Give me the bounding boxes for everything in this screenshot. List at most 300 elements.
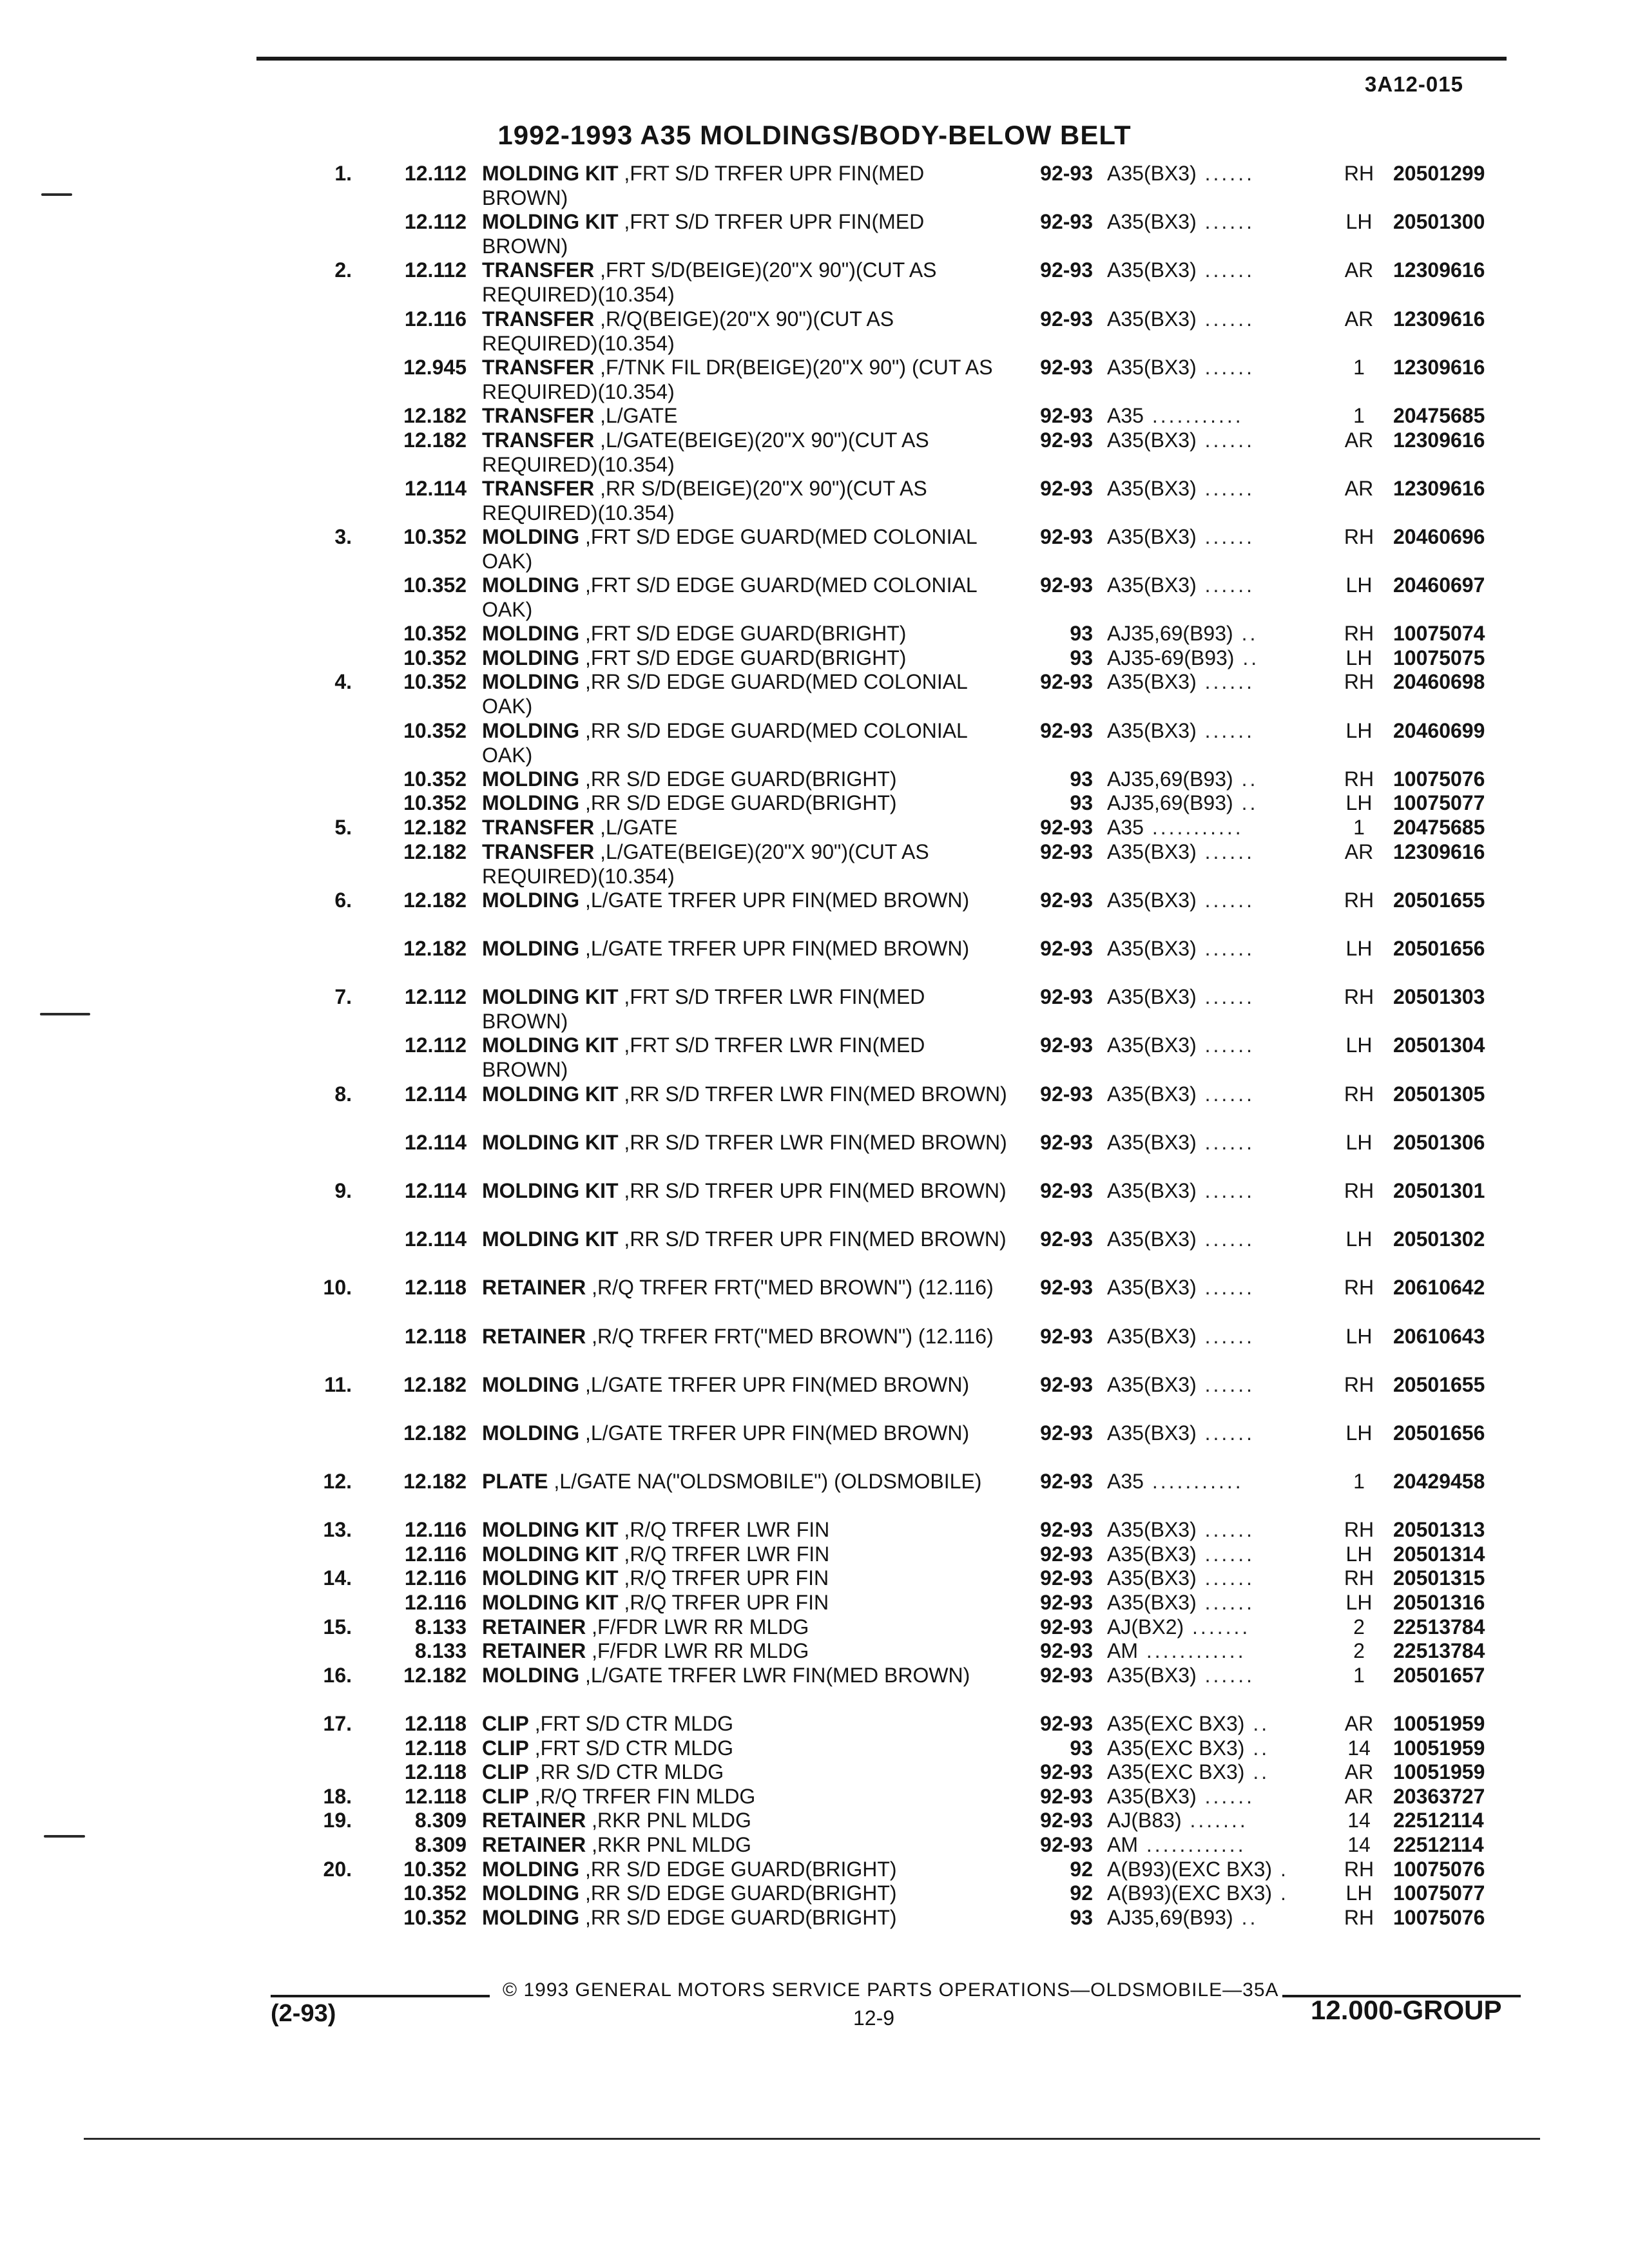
reference-number: 10.352 — [403, 1881, 467, 1905]
model-years: 92-93 — [1040, 1760, 1093, 1784]
leader-dots: ...... — [1196, 888, 1255, 912]
part-number: 12309616 — [1393, 428, 1485, 452]
table-row — [0, 1178, 1629, 1227]
leader-dots: ...... — [1196, 1033, 1255, 1057]
table-row — [0, 476, 1629, 524]
part-number: 20501303 — [1393, 985, 1485, 1009]
part-description — [482, 1082, 1010, 1106]
margin-mark — [44, 1835, 85, 1838]
part-detail: ,RR S/D EDGE GUARD(BRIGHT) — [584, 1905, 897, 1929]
part-description — [482, 1784, 1010, 1809]
part-number: 12309616 — [1393, 840, 1485, 863]
model-years: 92-93 — [1040, 258, 1093, 282]
part-description — [482, 1566, 1010, 1590]
quantity: RH — [1344, 1178, 1374, 1202]
table-row — [0, 428, 1629, 476]
part-number: 20501300 — [1393, 210, 1485, 234]
item-number: 20. — [323, 1857, 352, 1881]
part-description — [482, 524, 1010, 573]
part-description — [482, 791, 1010, 815]
table-row — [0, 669, 1629, 718]
part-number: 20501316 — [1393, 1591, 1485, 1615]
table-row — [0, 791, 1629, 815]
part-description — [482, 669, 1010, 718]
part-name: MOLDING KIT — [482, 1542, 619, 1566]
part-description — [482, 1663, 1010, 1687]
part-name: MOLDING — [482, 1905, 580, 1929]
part-name: MOLDING — [482, 1663, 580, 1687]
model-code — [1107, 307, 1365, 331]
quantity: RH — [1344, 1857, 1374, 1881]
quantity: 1 — [1353, 355, 1365, 379]
leader-dots: . — [1272, 1857, 1289, 1881]
model-code — [1107, 888, 1365, 912]
quantity: AR — [1344, 476, 1374, 500]
reference-number: 12.114 — [404, 1178, 467, 1202]
quantity: LH — [1345, 1130, 1373, 1154]
part-detail: ,R/Q TRFER FIN MLDG — [534, 1784, 756, 1808]
leader-dots: ...... — [1196, 1130, 1255, 1154]
leader-dots: ...... — [1196, 162, 1255, 185]
model-code-text: A35(BX3) — [1107, 476, 1197, 500]
model-years: 92-93 — [1040, 1639, 1093, 1663]
part-detail: ,F/TNK FIL DR(BEIGE)(20"X 90") (CUT AS REQUIRED)(10.354) — [482, 355, 993, 403]
reference-number: 10.352 — [403, 1857, 467, 1881]
model-code-text: A35(EXC BX3) — [1107, 1712, 1245, 1735]
leader-dots: ...... — [1196, 524, 1255, 548]
part-description — [482, 1130, 1010, 1155]
reference-number: 12.118 — [404, 1712, 467, 1735]
leader-dots: . — [1272, 1881, 1289, 1905]
model-code-text: A35(BX3) — [1107, 1542, 1197, 1566]
quantity: RH — [1344, 162, 1374, 185]
quantity: 1 — [1353, 816, 1365, 840]
model-code — [1107, 718, 1365, 743]
model-years: 93 — [1070, 791, 1093, 815]
part-detail: ,RR S/D TRFER UPR FIN(MED BROWN) — [624, 1227, 1007, 1251]
item-number: 14. — [323, 1566, 352, 1590]
item-number: 16. — [323, 1663, 352, 1687]
part-description — [482, 1590, 1010, 1615]
model-code-text: AJ35,69(B93) — [1107, 1905, 1233, 1929]
model-years: 93 — [1070, 1736, 1093, 1760]
table-row — [0, 209, 1629, 258]
quantity: 2 — [1353, 1615, 1365, 1639]
quantity: LH — [1345, 1591, 1373, 1615]
reference-number: 10.352 — [403, 718, 467, 742]
model-years: 93 — [1070, 1905, 1093, 1929]
part-name: MOLDING KIT — [482, 1178, 619, 1202]
part-number: 10075075 — [1393, 646, 1485, 669]
quantity: LH — [1345, 791, 1373, 815]
quantity: RH — [1344, 670, 1374, 694]
model-years: 93 — [1070, 646, 1093, 669]
part-detail: ,R/Q TRFER FRT("MED BROWN") (12.116) — [592, 1324, 994, 1348]
quantity: LH — [1345, 1227, 1373, 1251]
reference-number: 8.309 — [414, 1832, 467, 1856]
part-number: 22513784 — [1393, 1639, 1485, 1663]
reference-number: 8.133 — [414, 1639, 467, 1663]
model-code — [1107, 1178, 1365, 1203]
model-code-text: A35(BX3) — [1107, 258, 1197, 282]
item-number: 13. — [323, 1518, 352, 1542]
table-row — [0, 1082, 1629, 1130]
model-code-text: A35(BX3) — [1107, 985, 1197, 1009]
part-detail: ,FRT S/D EDGE GUARD(MED COLONIAL OAK) — [482, 573, 977, 622]
reference-number: 12.114 — [404, 1227, 467, 1251]
item-number: 1. — [334, 162, 352, 185]
top-rule — [256, 57, 1507, 61]
part-number: 20501301 — [1393, 1178, 1485, 1202]
part-detail: ,FRT S/D TRFER UPR FIN(MED BROWN) — [482, 162, 925, 209]
model-code — [1107, 573, 1365, 597]
reference-number: 12.118 — [404, 1760, 467, 1784]
model-years: 92-93 — [1040, 1615, 1093, 1639]
table-row — [0, 1421, 1629, 1469]
model-code — [1107, 791, 1365, 815]
part-detail: ,FRT S/D EDGE GUARD(BRIGHT) — [584, 622, 907, 646]
quantity: 1 — [1353, 403, 1365, 427]
leader-dots: ...... — [1196, 1178, 1255, 1202]
part-number: 10075076 — [1393, 1857, 1485, 1881]
quantity: LH — [1345, 937, 1373, 960]
reference-number: 12.112 — [404, 162, 467, 185]
table-row — [0, 1517, 1629, 1542]
model-code-text: A35(BX3) — [1107, 1663, 1197, 1687]
part-number: 20610642 — [1393, 1276, 1485, 1300]
part-detail: ,R/Q TRFER UPR FIN — [624, 1591, 829, 1615]
part-number: 12309616 — [1393, 476, 1485, 500]
reference-number: 12.112 — [404, 210, 467, 234]
model-code-text: A35(BX3) — [1107, 1227, 1197, 1251]
part-description — [482, 936, 1010, 961]
model-code — [1107, 1857, 1365, 1881]
part-description — [482, 1275, 1010, 1300]
part-number: 20501302 — [1393, 1227, 1485, 1251]
part-name: PLATE — [482, 1470, 548, 1494]
part-detail: ,RKR PNL MLDG — [592, 1832, 751, 1856]
part-description — [482, 840, 1010, 889]
part-description — [482, 1227, 1010, 1251]
model-code-text: AJ(B83) — [1107, 1809, 1182, 1832]
model-years: 92-93 — [1040, 1324, 1093, 1348]
table-row — [0, 1227, 1629, 1275]
part-description — [482, 1905, 1010, 1930]
reference-number: 10.352 — [403, 791, 467, 815]
table-row — [0, 403, 1629, 428]
quantity: RH — [1344, 1082, 1374, 1106]
part-number: 20501306 — [1393, 1130, 1485, 1154]
part-number: 10075077 — [1393, 1881, 1485, 1905]
reference-number: 10.352 — [403, 646, 467, 669]
part-description — [482, 767, 1010, 791]
footer-rule-left — [271, 1995, 490, 1997]
model-code — [1107, 1033, 1365, 1057]
quantity: LH — [1345, 718, 1373, 742]
part-description — [482, 1736, 1010, 1760]
model-years: 92-93 — [1040, 1712, 1093, 1735]
reference-number: 12.945 — [403, 355, 467, 379]
part-name: CLIP — [482, 1712, 529, 1735]
leader-dots: .. — [1244, 1736, 1270, 1760]
quantity: RH — [1344, 622, 1374, 646]
quantity: 14 — [1347, 1809, 1371, 1832]
model-years: 92-93 — [1040, 1663, 1093, 1687]
model-code-text: A35(BX3) — [1107, 1421, 1197, 1445]
model-code — [1107, 258, 1365, 282]
part-number: 20501313 — [1393, 1518, 1485, 1542]
model-years: 92-93 — [1040, 1130, 1093, 1154]
part-name: CLIP — [482, 1736, 529, 1760]
leader-dots: ...... — [1196, 937, 1255, 960]
leader-dots: ...... — [1196, 258, 1255, 282]
part-description — [482, 1760, 1010, 1784]
item-number: 11. — [324, 1372, 352, 1396]
part-description — [482, 1857, 1010, 1881]
part-detail: ,L/GATE(BEIGE)(20"X 90")(CUT AS REQUIRED)(10.354) — [482, 840, 929, 888]
leader-dots: ............ — [1138, 1832, 1246, 1856]
quantity: LH — [1345, 573, 1373, 597]
table-row — [0, 161, 1629, 209]
part-detail: ,RR S/D EDGE GUARD(BRIGHT) — [584, 1881, 897, 1905]
quantity: AR — [1344, 428, 1374, 452]
table-row — [0, 1542, 1629, 1566]
model-code-text: A35(BX3) — [1107, 1178, 1197, 1202]
quantity: RH — [1344, 1518, 1374, 1542]
quantity: LH — [1345, 210, 1373, 234]
part-description — [482, 307, 1010, 356]
reference-number: 12.112 — [404, 1033, 467, 1057]
part-name: MOLDING — [482, 1421, 580, 1445]
part-name: MOLDING KIT — [482, 1130, 619, 1154]
part-detail: ,FRT S/D CTR MLDG — [534, 1736, 733, 1760]
part-detail: ,FRT S/D TRFER UPR FIN(MED BROWN) — [482, 210, 925, 258]
item-number: 7. — [334, 985, 352, 1009]
part-name: MOLDING KIT — [482, 210, 619, 234]
model-years: 92-93 — [1040, 1227, 1093, 1251]
part-description — [482, 1178, 1010, 1203]
part-number: 10075077 — [1393, 791, 1485, 815]
part-description — [482, 1033, 1010, 1082]
table-row — [0, 1784, 1629, 1809]
part-name: MOLDING KIT — [482, 1033, 619, 1057]
part-detail: ,FRT S/D EDGE GUARD(MED COLONIAL OAK) — [482, 524, 977, 573]
table-row — [0, 1275, 1629, 1323]
part-description — [482, 621, 1010, 646]
model-code-text: AJ(BX2) — [1107, 1615, 1184, 1639]
reference-number: 12.182 — [403, 1372, 467, 1396]
table-row — [0, 1469, 1629, 1517]
model-code — [1107, 1566, 1365, 1590]
part-number: 20460696 — [1393, 524, 1485, 548]
quantity: AR — [1344, 840, 1374, 863]
model-code-text: A35(BX3) — [1107, 1566, 1197, 1590]
quantity: RH — [1344, 888, 1374, 912]
copyright-notice: © 1993 GENERAL MOTORS SERVICE PARTS OPERATIONS—OLDSMOBILE—35A — [503, 1979, 1279, 2001]
part-detail: ,RR S/D TRFER LWR FIN(MED BROWN) — [624, 1130, 1007, 1154]
model-code-text: AJ35-69(B93) — [1107, 646, 1235, 669]
model-code-text: AM — [1107, 1639, 1138, 1663]
reference-number: 10.352 — [403, 622, 467, 646]
part-detail: ,FRT S/D TRFER LWR FIN(MED BROWN) — [482, 1033, 925, 1082]
table-row — [0, 1663, 1629, 1711]
model-code-text: A35(BX3) — [1107, 573, 1197, 597]
part-description — [482, 1832, 1010, 1857]
model-years: 92-93 — [1040, 1178, 1093, 1202]
table-row — [0, 767, 1629, 791]
part-number: 20501657 — [1393, 1663, 1485, 1687]
leader-dots: ...... — [1196, 355, 1255, 379]
model-code — [1107, 1881, 1365, 1905]
part-detail: ,RR S/D EDGE GUARD(BRIGHT) — [584, 791, 897, 815]
part-description — [482, 573, 1010, 622]
item-number: 2. — [334, 258, 352, 282]
model-code-text: A35 — [1107, 816, 1144, 840]
margin-mark — [41, 193, 72, 196]
part-detail: ,L/GATE TRFER UPR FIN(MED BROWN) — [584, 937, 970, 960]
part-description — [482, 815, 1010, 840]
table-row — [0, 1590, 1629, 1615]
part-description — [482, 1711, 1010, 1736]
model-code — [1107, 403, 1365, 428]
reference-number: 12.116 — [404, 307, 467, 331]
reference-number: 12.112 — [404, 258, 467, 282]
reference-number: 12.182 — [403, 937, 467, 960]
model-code-text: A35(BX3) — [1107, 1784, 1197, 1808]
reference-number: 12.116 — [404, 1518, 467, 1542]
reference-number: 12.118 — [404, 1324, 467, 1348]
part-description — [482, 1372, 1010, 1397]
part-number: 22512114 — [1393, 1809, 1484, 1832]
table-row — [0, 1566, 1629, 1590]
table-row — [0, 1033, 1629, 1081]
item-number: 10. — [323, 1276, 352, 1300]
model-code — [1107, 1736, 1365, 1760]
part-description — [482, 258, 1010, 307]
table-row — [0, 646, 1629, 670]
model-code — [1107, 209, 1365, 234]
model-years: 92-93 — [1040, 162, 1093, 185]
part-number: 20460699 — [1393, 718, 1485, 742]
model-code — [1107, 1275, 1365, 1300]
model-code — [1107, 1421, 1365, 1445]
item-number: 9. — [334, 1178, 352, 1202]
item-number: 12. — [323, 1470, 352, 1494]
part-detail: ,FRT S/D EDGE GUARD(BRIGHT) — [584, 646, 907, 669]
table-row — [0, 307, 1629, 355]
table-row — [0, 1324, 1629, 1372]
part-name: MOLDING — [482, 767, 580, 791]
reference-number: 12.116 — [404, 1542, 467, 1566]
part-name: MOLDING KIT — [482, 1227, 619, 1251]
table-row — [0, 1711, 1629, 1736]
leader-dots: ............ — [1138, 1639, 1246, 1663]
quantity: 1 — [1353, 1470, 1365, 1494]
part-detail: ,FRT S/D(BEIGE)(20"X 90")(CUT AS REQUIRED)(10.354) — [482, 258, 937, 307]
part-name: MOLDING KIT — [482, 1566, 619, 1590]
part-number: 20429458 — [1393, 1470, 1485, 1494]
model-code — [1107, 1227, 1365, 1251]
part-detail: ,R/Q TRFER LWR FIN — [624, 1518, 830, 1542]
model-code — [1107, 621, 1365, 646]
part-name: TRANSFER — [482, 403, 595, 427]
model-code — [1107, 1517, 1365, 1542]
quantity: AR — [1344, 307, 1374, 331]
part-detail: ,F/FDR LWR RR MLDG — [592, 1639, 809, 1663]
part-number: 12309616 — [1393, 355, 1485, 379]
reference-number: 12.114 — [404, 476, 467, 500]
leader-dots: ........... — [1143, 816, 1244, 840]
part-number: 20501655 — [1393, 888, 1485, 912]
part-description — [482, 403, 1010, 428]
leader-dots: .. — [1234, 646, 1260, 669]
table-row — [0, 1736, 1629, 1760]
item-number: 5. — [334, 816, 352, 840]
model-years: 92-93 — [1040, 1421, 1093, 1445]
part-name: MOLDING — [482, 573, 580, 597]
part-description — [482, 1615, 1010, 1639]
part-description — [482, 718, 1010, 767]
model-years: 92-93 — [1040, 1518, 1093, 1542]
model-code — [1107, 1469, 1365, 1494]
part-name: MOLDING — [482, 937, 580, 960]
model-years: 92-93 — [1040, 210, 1093, 234]
leader-dots: ...... — [1196, 428, 1255, 452]
quantity: LH — [1345, 1542, 1373, 1566]
model-code-text: A35(BX3) — [1107, 1130, 1197, 1154]
part-detail: ,FRT S/D TRFER LWR FIN(MED BROWN) — [482, 985, 925, 1033]
part-number: 20460698 — [1393, 670, 1485, 694]
model-code — [1107, 1760, 1365, 1784]
model-code — [1107, 1082, 1365, 1106]
part-number: 20501656 — [1393, 937, 1485, 960]
reference-number: 12.118 — [404, 1736, 467, 1760]
part-number: 20501315 — [1393, 1566, 1485, 1590]
table-row — [0, 936, 1629, 985]
part-name: MOLDING KIT — [482, 985, 619, 1009]
model-code-text: A35(BX3) — [1107, 888, 1197, 912]
model-years: 93 — [1070, 622, 1093, 646]
part-detail: ,RR S/D(BEIGE)(20"X 90")(CUT AS REQUIRED)(10.354) — [482, 476, 927, 524]
model-code — [1107, 1130, 1365, 1155]
model-years: 92-93 — [1040, 1470, 1093, 1494]
model-code-text: A35(BX3) — [1107, 718, 1197, 742]
quantity: AR — [1344, 1784, 1374, 1808]
part-description — [482, 1421, 1010, 1445]
leader-dots: ...... — [1196, 1566, 1255, 1590]
part-name: MOLDING — [482, 646, 580, 669]
reference-number: 12.182 — [403, 816, 467, 840]
table-row — [0, 573, 1629, 621]
table-row — [0, 1832, 1629, 1857]
part-description — [482, 1542, 1010, 1566]
quantity: AR — [1344, 1760, 1374, 1784]
leader-dots: ...... — [1196, 476, 1255, 500]
page-title: 1992-1993 A35 MOLDINGS/BODY-BELOW BELT — [497, 120, 1132, 150]
reference-number: 12.116 — [404, 1591, 467, 1615]
model-code — [1107, 1324, 1365, 1349]
item-number: 6. — [334, 888, 352, 912]
part-detail: ,FRT S/D CTR MLDG — [534, 1712, 733, 1735]
reference-number: 12.182 — [403, 840, 467, 863]
part-description — [482, 428, 1010, 477]
group-code: 12.000-GROUP — [1311, 1995, 1502, 2025]
part-name: MOLDING KIT — [482, 162, 619, 185]
model-years: 92-93 — [1040, 1276, 1093, 1300]
part-name: TRANSFER — [482, 816, 595, 840]
leader-dots: ...... — [1196, 1421, 1255, 1445]
part-detail: ,L/GATE TRFER UPR FIN(MED BROWN) — [584, 1372, 970, 1396]
